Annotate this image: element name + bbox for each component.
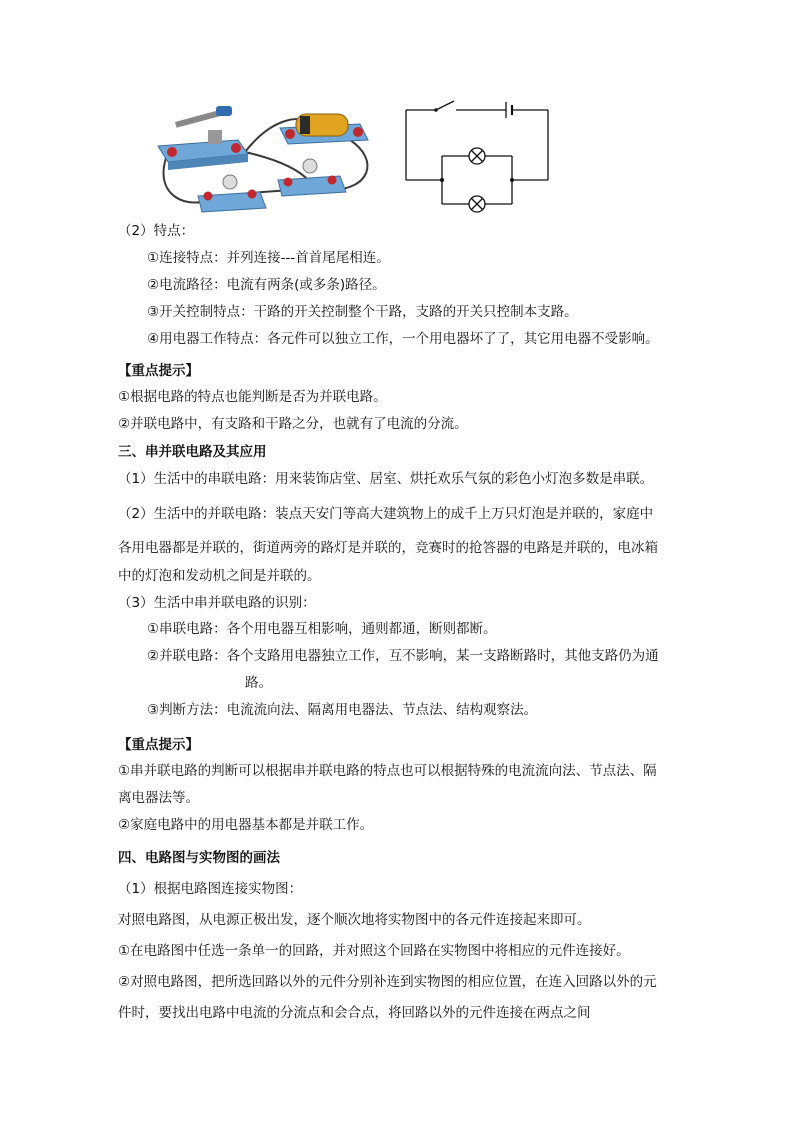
section4-title: 四、电路图与实物图的画法 <box>118 850 280 866</box>
paragraph-line: 各用电器都是并联的，街道两旁的路灯是并联的，竞赛时的抢答器的电路是并联的，电冰箱 <box>118 540 658 556</box>
paragraph-line: ①在电路图中任选一条单一的回路，并对照这个回路在实物图中将相应的元件连接好。 <box>118 943 630 959</box>
tip-line: 离电器法等。 <box>118 790 199 806</box>
identify-item: ②并联电路：各个支路用电器独立工作，互不影响，某一支路断路时，其他支路仍为通 <box>147 648 659 664</box>
section3-title: 三、串并联电路及其应用 <box>118 444 267 460</box>
tip-title: 【重点提示】 <box>118 363 199 379</box>
tip-line: ②并联电路中，有支路和干路之分，也就有了电流的分流。 <box>118 416 468 432</box>
paragraph-line: ②对照电路图，把所选回路以外的元件分别补连到实物图的相应位置，在连入回路以外的元 <box>118 974 657 990</box>
section2-heading: （2）特点： <box>118 223 195 239</box>
paragraph-line: 中的灯泡和发动机之间是并联的。 <box>118 568 321 584</box>
identify-item: ①串联电路：各个用电器互相影响，通则都通，断则都断。 <box>147 621 497 637</box>
tip-line: ②家庭电路中的用电器基本都是并联工作。 <box>118 817 374 833</box>
physical-circuit-photo <box>150 100 380 220</box>
paragraph-line: 件时，要找出电路中电流的分流点和会合点，将回路以外的元件连接在两点之间 <box>118 1005 591 1021</box>
tip-line: ①串并联电路的判断可以根据串并联电路的特点也可以根据特殊的电流流向法、节点法、隔 <box>118 763 657 779</box>
identify-item: ③判断方法：电流流向法、隔离用电器法、节点法、结构观察法。 <box>147 702 538 718</box>
tip-line: ①根据电路的特点也能判断是否为并联电路。 <box>118 389 387 405</box>
tip-title: 【重点提示】 <box>118 737 199 753</box>
feature-item: ②电流路径：电流有两条(或多条)路径。 <box>147 277 386 293</box>
feature-item: ③开关控制特点：干路的开关控制整个干路，支路的开关只控制本支路。 <box>147 304 578 320</box>
paragraph-line: （1）根据电路图连接实物图： <box>118 881 303 897</box>
identify-item-continuation: 路。 <box>245 675 272 691</box>
paragraph-line: 对照电路图，从电源正极出发，逐个顺次地将实物图中的各元件连接起来即可。 <box>118 912 591 928</box>
parallel-circuit-schematic <box>398 96 556 218</box>
feature-item: ④用电器工作特点：各元件可以独立工作，一个用电器坏了了，其它用电器不受影响。 <box>147 331 659 347</box>
paragraph-heading: （3）生活中串并联电路的识别： <box>118 595 316 611</box>
paragraph-line: （2）生活中的并联电路：装点天安门等高大建筑物上的成千上万只灯泡是并联的，家庭中 <box>118 506 654 522</box>
feature-item: ①连接特点：并列连接---首首尾尾相连。 <box>147 250 390 266</box>
paragraph-line: （1）生活中的串联电路：用来装饰店堂、居室、烘托欢乐气氛的彩色小灯泡多数是串联。 <box>118 471 654 487</box>
